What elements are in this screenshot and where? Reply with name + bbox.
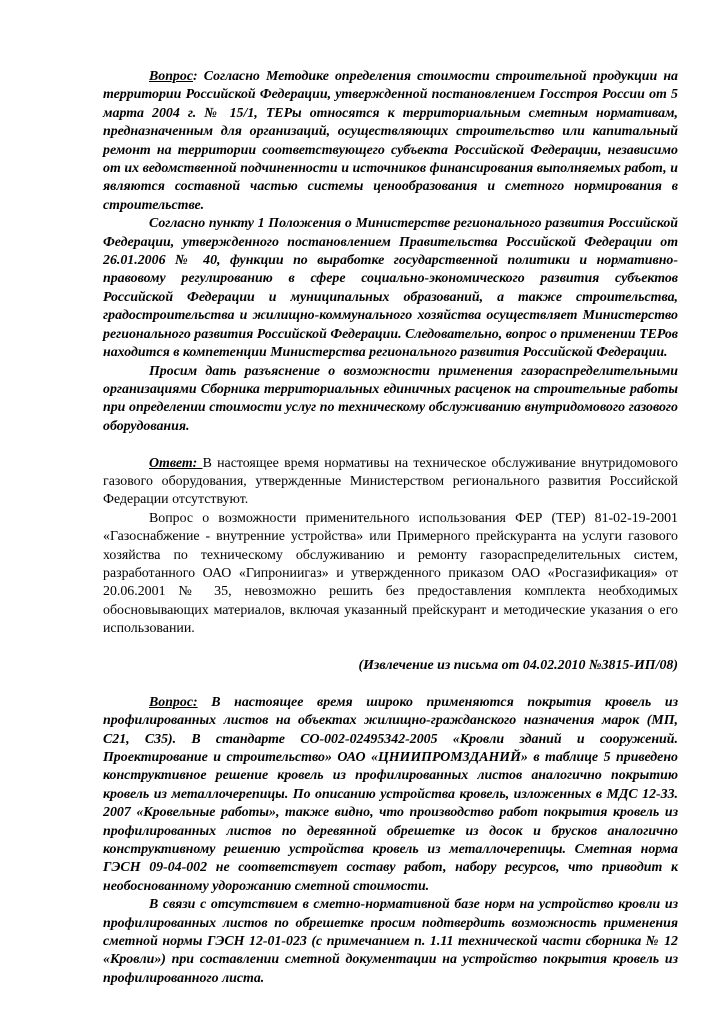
question-2-text-1: В настоящее время широко применяются покрытия кровель из профилированных листов на объектах жилищно-гражданского назначения марок (МП, С21, С35). В стандарте СО-002-02495342-2005 «Кровли зданий и сооружений. Проектирование и строительство» ОАО «ЦНИИПРОМЗДАНИЙ» в таблице 5 приведено конструктивное решение кровель из профилированных листов аналогично покрытию кровель из металлочерепицы. По описанию устройства кровель, изложенных в МДС 12-33. 2007 «Кровельные работы», также видно, что производство работ покрытия кровель из профилированных листов по деревянной обрешетке из досок и брусков аналогично конструктивному решению устройства кровель из металлочерепицы. Сметная норма ГЭСН 09-04-002 не соответствует составу работ, набору ресурсов, что приводит к необоснованному удорожанию сметной стоимости. — [103, 694, 678, 894]
question-2-paragraph-2: В связи с отсутствием в сметно-нормативной базе норм на устройство кровли из профилированных листов по обрешетке просим подтвердить возможность применения сметной нормы ГЭСН 12-01-023 (с примечанием п. 1.11 технической части сборника № 12 «Кровли») при составлении сметной документации на устройство покрытия кровель из профилированного листа. — [103, 897, 678, 986]
spacer — [103, 436, 678, 454]
answer-label: Ответ: — [149, 455, 203, 471]
spacer — [103, 675, 678, 693]
question-1-paragraph-2: Согласно пункту 1 Положения о Министерстве регионального развития Российской Федерации, утвержденного постановлением Правительства Российской Федерации от 26.01.2006 № 40, функции по выработке государственной политики и нормативно-правовому регулированию в сфере социально-экономического развития субъектов Российской Федерации и муниципальных образований, а также строительства, градостроительства и жилищно-коммунального хозяйства осуществляет Министерство регионального развития Российской Федерации. Следовательно, вопрос о применении ТЕРов находится в компетенции Министерства регионального развития Российской Федерации. — [103, 216, 678, 361]
answer-1-paragraph-1 — [103, 455, 678, 510]
question-label: Вопрос — [149, 69, 193, 84]
question-2-paragraph-1 — [103, 694, 678, 896]
answer-1-paragraph-2: Вопрос о возможности применительного использования ФЕР (ТЕР) 81-02-19-2001 «Газоснабжение - внутренние устройства» или Примерного прейскуранта на услуги газового хозяйства по техническому обслуживанию и ремонту газораспределительных систем, разработанного ОАО «Гипрониигаз» и утвержденного приказом ОАО «Росгазификация» от 20.06.2001 № 35, невозможно решить без предоставления комплекта необходимых обосновывающих материалов, включая указанный прейскурант и методические указания о его использовании. — [103, 510, 678, 637]
question-1-paragraph-1 — [103, 68, 678, 215]
question-label: Вопрос: — [149, 694, 198, 710]
source-citation: (Извлечение из письма от 04.02.2010 №3815-ИП/08) — [358, 657, 678, 673]
question-1-text-1: : Согласно Методике определения стоимости строительной продукции на территории Российской Федерации, утвержденной постановлением Госстроя России от 5 марта 2004 г. № 15/1, ТЕРы относятся к территориальным сметным нормативам, предназначенным для организаций, осуществляющих строительство или капитальный ремонт на территории соответствующего субъекта Российской Федерации, независимо от их ведомственной подчиненности и источников финансирования выполняемых работ, и являются составной частью системы ценообразования и сметного нормирования в строительстве. — [103, 69, 678, 213]
answer-1-text-1: В настоящее время нормативы на техническое обслуживание внутридомового газового оборудования, утвержденные Министерством регионального развития Российской Федерации отсутствуют. — [103, 455, 678, 508]
spacer — [103, 639, 678, 657]
question-1-paragraph-3: Просим дать разъяснение о возможности применения газораспределительными организациями Сборника территориальных единичных расценок на строительные работы при определении стоимости услуг по техническому обслуживанию внутридомового газового оборудования. — [103, 363, 678, 434]
